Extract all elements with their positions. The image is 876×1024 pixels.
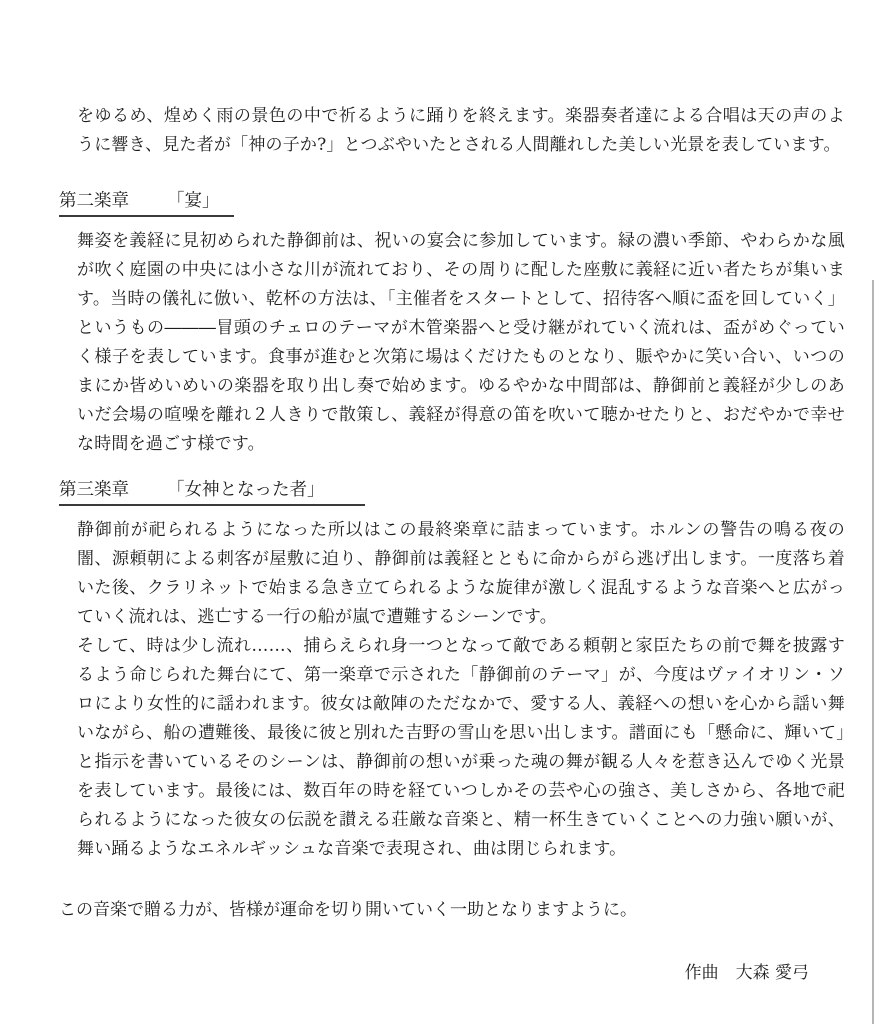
movement-2-heading-underline [59, 190, 234, 217]
movement-2-heading [59, 190, 845, 217]
movement-3-paragraph-1: 静御前が祀られるようになった所以はこの最終楽章に詰まっています。ホルンの警告の鳴る夜の闇、源頼朝による刺客が屋敷に迫り、静御前は義経とともに命からがら逃げ出します。一度落ち着いた後、クラリネットで始まる急き立てられるような旋律が激しく混乱するような音楽へと広がっていく流れは、逃亡する一行の船が嵐で遭難するシーンです。 [77, 520, 845, 627]
intro-paragraph: をゆるめ、煌めく雨の景色の中で祈るように踊りを終えます。楽器奏者達による合唱は天の声のように響き、見た者が「神の子か?」とつぶやいたとされる人間離れした美しい光景を表しています。 [77, 106, 845, 155]
movement-3-paragraph-2: そして、時は少し流れ……、捕らえられ身一つとなって敵である頼朝と家臣たちの前で舞を披露するよう命じられた舞台にて、第一楽章で示された「静御前のテーマ」が、今度はヴァイオリン・ソロにより女性的に謡われます。彼女は敵陣のただなかで、愛する人、義経への想いを心から謡い舞いながら、船の遭難後、最後に彼と別れた吉野の雪山を思い出します。譜面にも「懸命に、輝いて」と指示を書いているそのシーンは、静御前の想いが乗った魂の舞が観る人々を惹き込んでゆく光景を表しています。最後には、数百年の時を経ていつしかその芸や心の強さ、美しさから、各地で祀られるようになった彼女の伝説を讃える荘厳な音楽と、精一杯生きていくことへの力強い願いが、舞い踊るようなエネルギッシュな音楽で表現され、曲は閉じられます。 [77, 636, 845, 859]
movement-3-title: 「女神となった者」 [167, 480, 325, 500]
movement-3-heading-underline [59, 479, 365, 506]
movement-2-number: 第二楽章 [59, 191, 129, 211]
closing-line: この音楽で贈る力が、皆様が運命を切り開いていく一助となりますように。 [59, 900, 637, 920]
movement-3-heading [59, 479, 845, 506]
composer-credit: 作曲 大森 愛弓 [684, 963, 809, 983]
movement-2-paragraph: 舞姿を義経に見初められた静御前は、祝いの宴会に参加しています。緑の濃い季節、やわらかな風が吹く庭園の中央には小さな川が流れており、その周りに配した座敷に義経に近い者たちが集います。当時の儀礼に倣い、乾杯の方法は、「主催者をスタートとして、招待客へ順に盃を回していく」というもの―――冒頭のチェロのテーマが木管楽器へと受け継がれていく流れは、盃がめぐっていく様子を表しています。食事が進むと次第に場はくだけたものとなり、賑やかに笑い合い、いつのまにか皆めいめいの楽器を取り出し奏で始めます。ゆるやかな中間部は、静御前と義経が少しのあいだ会場の喧噪を離れ２人きりで散策し、義経が得意の笛を吹いて聴かせたりと、おだやかで幸せな時間を過ごす様です。 [77, 231, 845, 454]
movement-3-number: 第三楽章 [59, 480, 129, 500]
movement-2-title: 「宴」 [167, 191, 220, 211]
page-edge-scan-line [872, 280, 874, 1024]
